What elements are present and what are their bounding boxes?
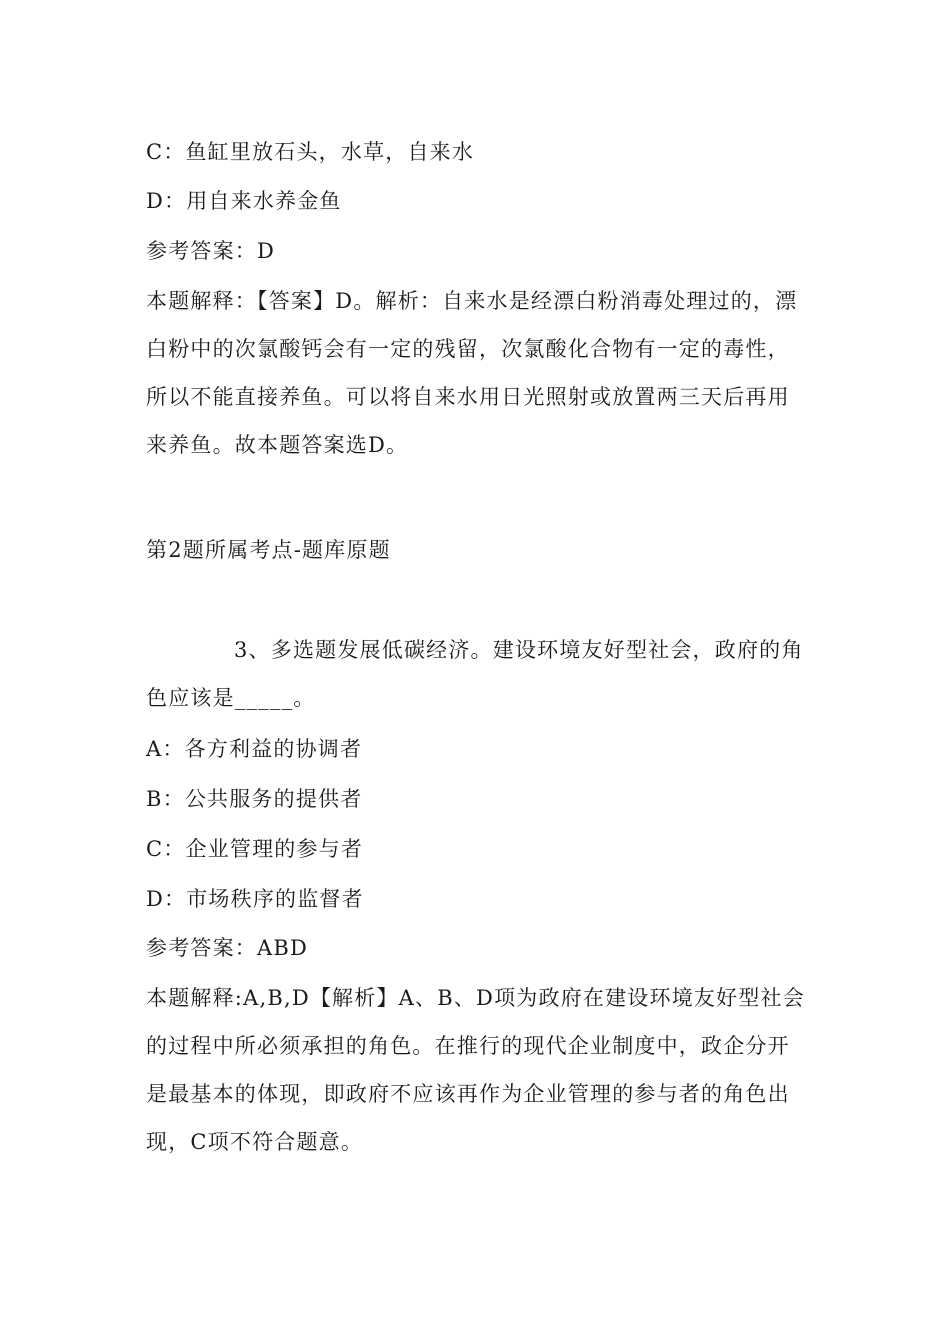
q2-option-c: C：鱼缸里放石头，水草，自来水 [146, 140, 475, 164]
q3-explanation-line: 本题解释:A,B,D【解析】A、B、D项为政府在建设环境友好型社会 [146, 986, 805, 1010]
q2-explanation-line: 本题解释：【答案】D。解析：自来水是经漂白粉消毒处理过的，漂 [146, 289, 798, 313]
q3-option-a: A：各方利益的协调者 [146, 737, 363, 761]
q2-explanation-line: 来养鱼。故本题答案选D。 [146, 433, 409, 457]
q2-option-d: D：用自来水养金鱼 [146, 189, 342, 213]
q2-explanation [146, 288, 806, 480]
q2-explanation-line: 白粉中的次氯酸钙会有一定的残留，次氯酸化合物有一定的毒性， [146, 337, 790, 361]
q2-source: 第2题所属考点-题库原题 [146, 538, 391, 562]
q3-option-b: B：公共服务的提供者 [146, 787, 363, 811]
q3-answer: 参考答案：ABD [146, 936, 309, 960]
q2-explanation-line: 所以不能直接养鱼。可以将自来水用日光照射或放置两三天后再用 [146, 385, 790, 409]
q3-option-d: D：市场秩序的监督者 [146, 887, 364, 911]
q3-explanation [146, 985, 806, 1177]
q2-answer: 参考答案：D [146, 239, 276, 263]
q3-explanation-line: 现，C项不符合题意。 [146, 1130, 364, 1154]
q3-option-c: C：企业管理的参与者 [146, 837, 364, 861]
q3-question-line: 3、多选题发展低碳经济。建设环境友好型社会，政府的角 [234, 638, 804, 662]
q3-question [146, 637, 806, 733]
q3-explanation-line: 的过程中所必须承担的角色。在推行的现代企业制度中，政企分开 [146, 1034, 790, 1058]
q3-question-line: 色应该是_____。 [146, 686, 316, 710]
q3-explanation-line: 是最基本的体现，即政府不应该再作为企业管理的参与者的角色出 [146, 1082, 790, 1106]
